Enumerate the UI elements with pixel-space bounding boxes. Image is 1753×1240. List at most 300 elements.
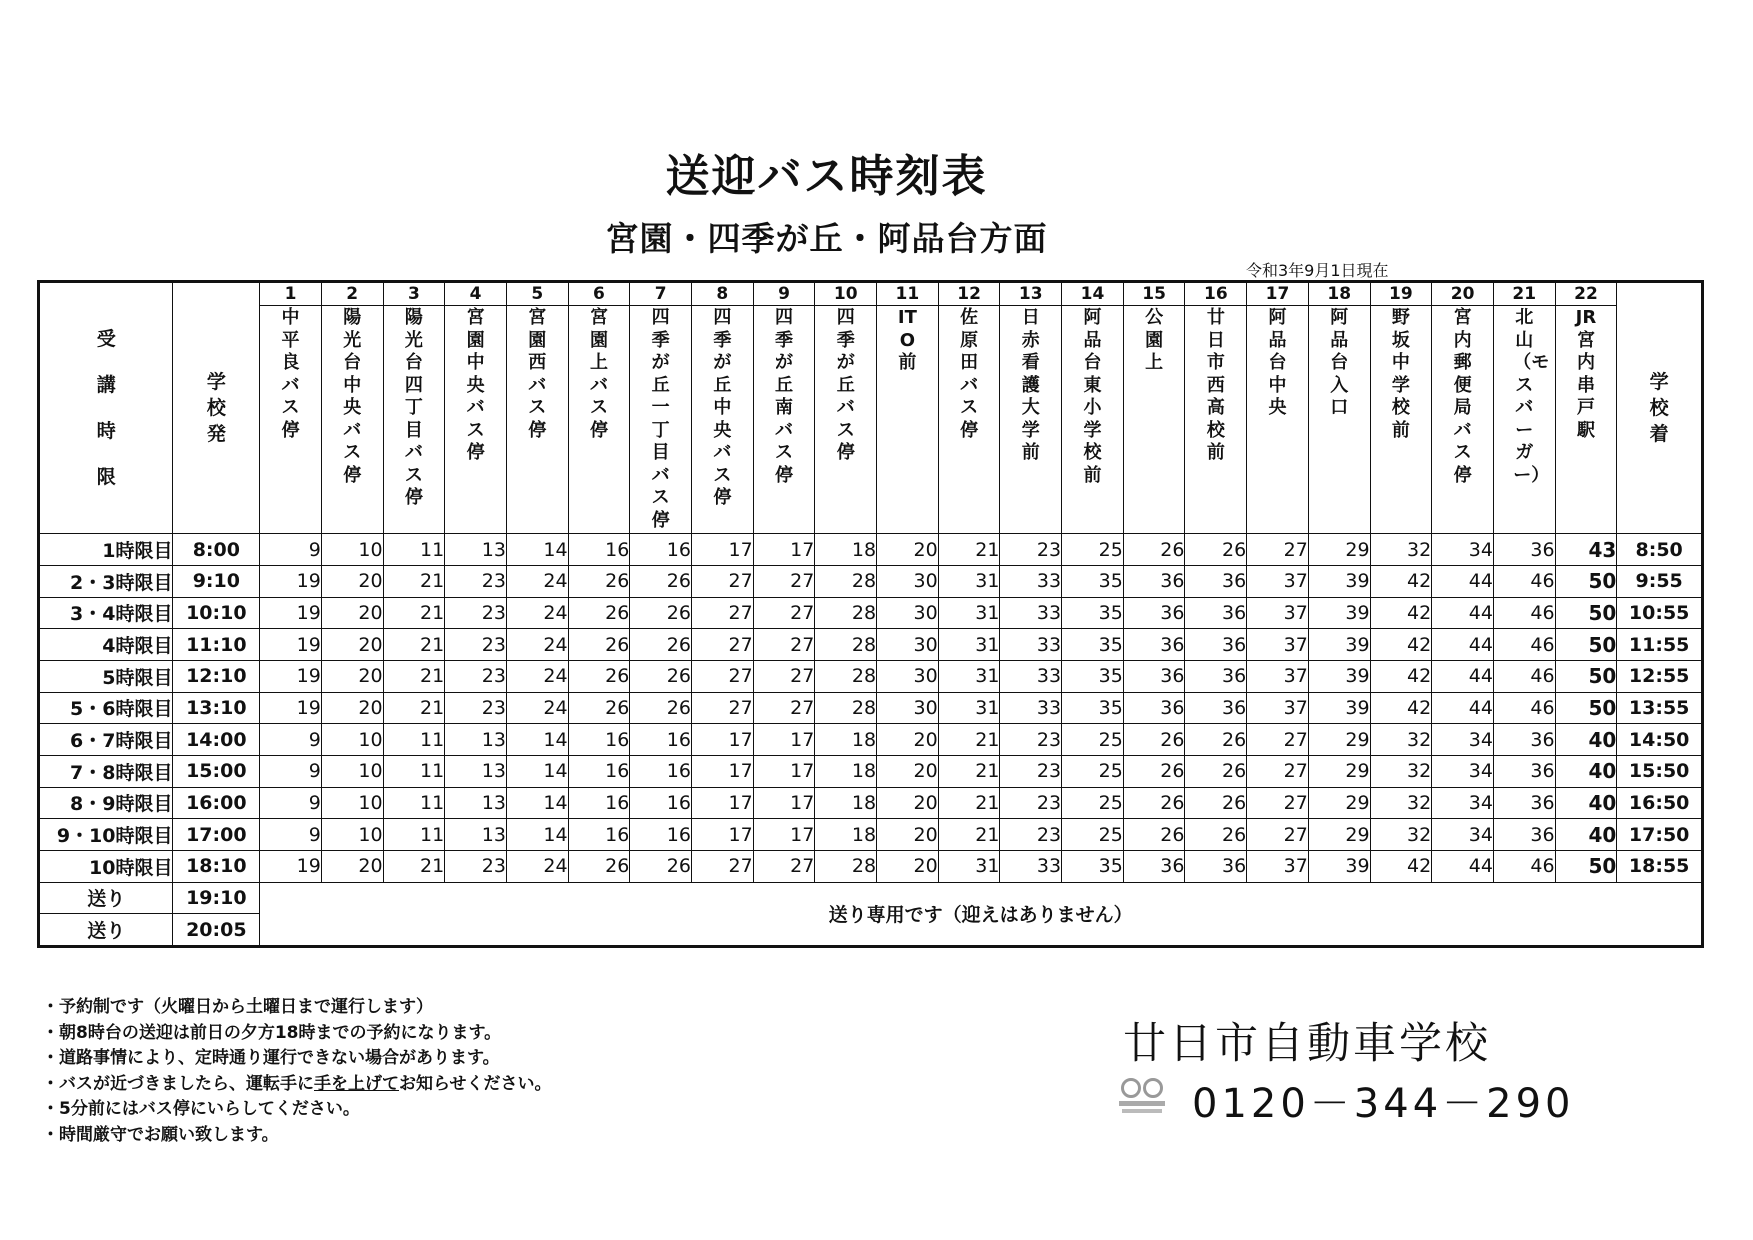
stop-time: 26 [568,565,630,597]
period-cell: 1時限目 [39,534,173,566]
stop-time: 16 [630,755,692,787]
depart-time: 19:10 [173,882,260,914]
arrive-time: 15:50 [1617,755,1703,787]
stop-time: 21 [938,534,1000,566]
period-header: 受講時限 [39,282,173,534]
stop-name: 四季が丘バス停 [836,307,855,463]
stop-header [383,282,445,534]
stop-time: 9 [260,819,322,851]
stop-time: 36 [1123,565,1185,597]
stop-name: 公園上 [1145,307,1164,373]
stop-time: 44 [1432,660,1494,692]
stop-time: 11 [383,534,445,566]
stop-time: 11 [383,787,445,819]
stop-time: 26 [1185,724,1247,756]
stop-time: 17 [753,724,815,756]
period-cell: 10時限目 [39,850,173,882]
stop-number: 3 [384,283,445,306]
stop-time: 20 [321,629,383,661]
stop-time: 19 [260,660,322,692]
stop-time: 36 [1185,660,1247,692]
period-cell: 6・7時限目 [39,724,173,756]
stop-time: 36 [1493,787,1555,819]
stop-header [1555,282,1617,534]
stop-time: 21 [938,787,1000,819]
stop-number: 6 [569,283,630,306]
stop-time: 44 [1432,692,1494,724]
stop-time: 27 [1247,819,1309,851]
stop-time: 20 [321,692,383,724]
stop-time: 46 [1493,597,1555,629]
stop-time: 13 [445,787,507,819]
stop-time: 34 [1432,534,1494,566]
stop-time: 35 [1062,850,1124,882]
stop-time: 21 [938,819,1000,851]
stop-number: 4 [445,283,506,306]
stop-time: 16 [630,534,692,566]
stop-time: 27 [691,850,753,882]
arrive-time: 16:50 [1617,787,1703,819]
stop-time: 35 [1062,629,1124,661]
stop-time: 36 [1123,850,1185,882]
stop-time: 30 [877,597,939,629]
stop-time: 27 [753,692,815,724]
stop-time: 21 [938,724,1000,756]
stop-time: 21 [383,660,445,692]
stop-time: 14 [506,755,568,787]
period-cell: 2・3時限目 [39,565,173,597]
stop-time: 36 [1185,597,1247,629]
stop-time: 33 [1000,692,1062,724]
stop-time: 37 [1247,660,1309,692]
stop-time: 31 [938,597,1000,629]
stop-header [445,282,507,534]
stop-number: 21 [1494,283,1555,306]
stop-time: 9 [260,534,322,566]
stop-time: 25 [1062,755,1124,787]
stop-time: 39 [1308,692,1370,724]
stop-time: 37 [1247,597,1309,629]
stop-time: 33 [1000,565,1062,597]
stop-time: 10 [321,724,383,756]
stop-time: 39 [1308,660,1370,692]
stop-time: 9 [260,755,322,787]
stop-time: 18 [815,755,877,787]
stop-time: 50 [1555,660,1617,692]
stop-time: 20 [877,724,939,756]
stop-time: 16 [568,534,630,566]
stop-header [260,282,322,534]
stop-time: 46 [1493,692,1555,724]
stop-time: 23 [445,597,507,629]
period-cell: 7・8時限目 [39,755,173,787]
stop-time: 14 [506,534,568,566]
depart-time: 15:00 [173,755,260,787]
stop-time: 40 [1555,787,1617,819]
stop-time: 24 [506,692,568,724]
stop-header [1432,282,1494,534]
stop-time: 23 [445,565,507,597]
stop-time: 36 [1493,534,1555,566]
stop-time: 36 [1185,629,1247,661]
stop-time: 10 [321,755,383,787]
stop-name: 陽光台中央バス停 [343,307,362,486]
stop-time: 28 [815,565,877,597]
stop-time: 26 [1123,819,1185,851]
stop-time: 42 [1370,629,1432,661]
stop-header [506,282,568,534]
stop-number: 22 [1556,283,1617,306]
stop-number: 16 [1185,283,1246,306]
depart-time: 11:10 [173,629,260,661]
stop-time: 27 [691,692,753,724]
stop-time: 11 [383,724,445,756]
stop-time: 46 [1493,850,1555,882]
stop-time: 20 [321,850,383,882]
stop-time: 20 [321,565,383,597]
stop-time: 16 [568,819,630,851]
stop-time: 50 [1555,692,1617,724]
table-row [39,850,1703,882]
stop-time: 46 [1493,660,1555,692]
stop-time: 26 [630,692,692,724]
stop-time: 20 [877,787,939,819]
stop-time: 23 [445,692,507,724]
stop-time: 14 [506,724,568,756]
stop-name: 宮園中央バス停 [466,307,485,463]
stop-time: 39 [1308,565,1370,597]
stop-time: 14 [506,819,568,851]
stop-time: 31 [938,629,1000,661]
stop-number: 5 [507,283,568,306]
stop-time: 35 [1062,565,1124,597]
stop-time: 50 [1555,565,1617,597]
stop-time: 16 [568,755,630,787]
stop-number: 8 [692,283,753,306]
stop-time: 16 [568,787,630,819]
stop-time: 23 [1000,787,1062,819]
arrive-time: 14:50 [1617,724,1703,756]
stop-time: 26 [568,597,630,629]
stop-time: 36 [1493,724,1555,756]
table-row [39,534,1703,566]
stop-header [1493,282,1555,534]
stop-time: 44 [1432,629,1494,661]
school-name: 廿日市自動車学校 [1123,1019,1491,1069]
stop-time: 23 [1000,534,1062,566]
stop-time: 18 [815,787,877,819]
period-cell: 9・10時限目 [39,819,173,851]
stop-time: 23 [1000,755,1062,787]
stop-name: 阿品台東小学校前 [1083,307,1102,486]
stop-time: 14 [506,787,568,819]
stop-time: 23 [445,629,507,661]
note-item: ・予約制です（火曜日から土曜日まで運行します） [42,997,433,1017]
note-item: ・バスが近づきましたら、運転手に手を上げてお知らせください。 [42,1073,552,1094]
stop-time: 16 [568,724,630,756]
timetable [37,280,1704,948]
stop-time: 27 [753,629,815,661]
stop-time: 27 [691,565,753,597]
stop-header [1000,282,1062,534]
stop-time: 25 [1062,819,1124,851]
stop-time: 27 [753,660,815,692]
arrive-time: 18:55 [1617,850,1703,882]
stop-time: 36 [1493,755,1555,787]
stop-time: 40 [1555,724,1617,756]
stop-time: 40 [1555,819,1617,851]
stop-name: 四季が丘中央バス停 [713,307,732,508]
stop-time: 23 [1000,819,1062,851]
depart-time: 10:10 [173,597,260,629]
depart-time: 8:00 [173,534,260,566]
stop-time: 42 [1370,597,1432,629]
stop-time: 26 [1185,755,1247,787]
stop-time: 36 [1123,660,1185,692]
stop-time: 13 [445,819,507,851]
stop-time: 36 [1185,692,1247,724]
arrive-time: 8:50 [1617,534,1703,566]
stop-time: 43 [1555,534,1617,566]
table-row [39,565,1703,597]
stop-time: 34 [1432,787,1494,819]
table-row [39,692,1703,724]
stop-name: 阿品台入口 [1330,307,1349,418]
stop-header [630,282,692,534]
stop-time: 10 [321,787,383,819]
table-row [39,755,1703,787]
table-row [39,724,1703,756]
stop-time: 42 [1370,565,1432,597]
stop-time: 25 [1062,534,1124,566]
stop-time: 11 [383,819,445,851]
note-item: ・道路事情により、定時通り運行できない場合があります。 [42,1048,500,1068]
stop-time: 13 [445,534,507,566]
stop-time: 28 [815,692,877,724]
table-row [39,819,1703,851]
stop-time: 10 [321,819,383,851]
stop-time: 25 [1062,787,1124,819]
stop-time: 27 [1247,534,1309,566]
arrive-time: 11:55 [1617,629,1703,661]
stop-number: 18 [1309,283,1370,306]
stop-time: 26 [1123,787,1185,819]
table-row [39,597,1703,629]
stop-time: 31 [938,660,1000,692]
stop-time: 23 [445,850,507,882]
stop-time: 26 [630,629,692,661]
stop-time: 29 [1308,755,1370,787]
stop-name: 佐原田バス停 [960,307,979,441]
stop-time: 35 [1062,597,1124,629]
stop-time: 26 [630,850,692,882]
stop-time: 31 [938,565,1000,597]
stop-time: 29 [1308,534,1370,566]
stop-time: 32 [1370,755,1432,787]
stop-time: 17 [691,787,753,819]
stop-time: 50 [1555,597,1617,629]
stop-time: 33 [1000,629,1062,661]
stop-time: 17 [691,534,753,566]
stop-number: 12 [939,283,1000,306]
stop-time: 19 [260,597,322,629]
stop-time: 24 [506,660,568,692]
stop-time: 36 [1123,597,1185,629]
arrive-time: 10:55 [1617,597,1703,629]
stop-time: 26 [1123,755,1185,787]
stop-name: 阿品台中央 [1268,307,1287,418]
stop-time: 11 [383,755,445,787]
stop-time: 26 [1185,819,1247,851]
stop-time: 31 [938,850,1000,882]
stop-name: 宮内郵便局バス停 [1453,307,1472,486]
stop-time: 42 [1370,660,1432,692]
stop-time: 13 [445,755,507,787]
stop-name: 宮園西バス停 [528,307,547,441]
stop-time: 27 [1247,787,1309,819]
stop-time: 37 [1247,850,1309,882]
stop-time: 16 [630,724,692,756]
stop-time: 36 [1123,692,1185,724]
stop-time: 21 [383,629,445,661]
stop-time: 35 [1062,692,1124,724]
note-underline: 手を上げて [314,1073,399,1094]
stop-name: 宮園上バス停 [589,307,608,441]
stop-number: 10 [815,283,876,306]
arrive-header: 学校着 [1617,282,1703,534]
stop-header [938,282,1000,534]
stop-time: 21 [383,597,445,629]
stop-time: 25 [1062,724,1124,756]
stop-time: 9 [260,787,322,819]
stop-time: 26 [1123,724,1185,756]
period-cell: 送り [39,914,173,947]
note-item: ・5分前にはバス停にいらしてください。 [42,1099,360,1119]
stop-header [753,282,815,534]
stop-number: 1 [260,283,321,306]
stop-time: 44 [1432,850,1494,882]
stop-time: 21 [938,755,1000,787]
stop-header [568,282,630,534]
depart-time: 13:10 [173,692,260,724]
stop-time: 39 [1308,629,1370,661]
stop-time: 44 [1432,597,1494,629]
stop-number: 11 [877,283,938,306]
stop-number: 19 [1371,283,1432,306]
stop-header [691,282,753,534]
stop-time: 40 [1555,755,1617,787]
stop-name: 四季が丘南バス停 [775,307,794,486]
stop-time: 26 [1123,534,1185,566]
note-item: ・朝8時台の送迎は前日の夕方18時までの予約になります。 [42,1022,502,1043]
stop-number: 9 [754,283,815,306]
stop-time: 10 [321,534,383,566]
stop-time: 29 [1308,819,1370,851]
stop-time: 29 [1308,724,1370,756]
period-cell: 8・9時限目 [39,787,173,819]
stop-number: 7 [630,283,691,306]
stop-time: 35 [1062,660,1124,692]
stop-time: 34 [1432,819,1494,851]
stop-header [321,282,383,534]
as-of-date: 令和3年9月1日現在 [1246,261,1389,280]
stop-time: 39 [1308,597,1370,629]
stop-time: 17 [753,755,815,787]
stop-time: 36 [1185,565,1247,597]
stop-name: 日赤看護大学前 [1021,307,1040,463]
stop-time: 21 [383,692,445,724]
stop-name: JR宮内串戸駅 [1575,307,1597,441]
phone-number: 0120－344－290 [1192,1080,1575,1127]
stop-time: 39 [1308,850,1370,882]
stop-time: 27 [1247,724,1309,756]
arrive-time: 9:55 [1617,565,1703,597]
stop-time: 26 [568,629,630,661]
stop-header [1123,282,1185,534]
stop-time: 31 [938,692,1000,724]
stop-header [815,282,877,534]
page-title: 送迎バス時刻表 [665,151,988,202]
stop-time: 24 [506,629,568,661]
period-cell: 3・4時限目 [39,597,173,629]
stop-time: 23 [1000,724,1062,756]
stop-time: 24 [506,565,568,597]
stop-time: 21 [383,850,445,882]
stop-name: ITO前 [897,307,917,373]
stop-time: 20 [321,660,383,692]
stop-time: 16 [630,819,692,851]
stop-time: 44 [1432,565,1494,597]
stop-time: 33 [1000,597,1062,629]
stop-time: 28 [815,597,877,629]
depart-time: 12:10 [173,660,260,692]
stop-number: 2 [322,283,383,306]
stop-time: 50 [1555,850,1617,882]
period-cell: 送り [39,882,173,914]
notes [42,995,552,1148]
stop-time: 17 [753,534,815,566]
stop-time: 50 [1555,629,1617,661]
stop-time: 30 [877,565,939,597]
stop-name: 陽光台四丁目バス停 [404,307,423,508]
stop-time: 27 [753,597,815,629]
stop-name: 北山（モスバーガー） [1513,307,1550,486]
stop-time: 37 [1247,565,1309,597]
depart-time: 9:10 [173,565,260,597]
stop-number: 20 [1432,283,1493,306]
period-cell: 4時限目 [39,629,173,661]
stop-time: 27 [1247,755,1309,787]
stop-name: 廿日市西高校前 [1206,307,1225,463]
stop-time: 9 [260,724,322,756]
stop-header [1308,282,1370,534]
stop-header [1247,282,1309,534]
stop-time: 20 [321,597,383,629]
stop-time: 36 [1493,819,1555,851]
stop-time: 27 [753,565,815,597]
stop-name: 野坂中学校前 [1391,307,1410,441]
stop-time: 32 [1370,819,1432,851]
stop-time: 34 [1432,724,1494,756]
stop-time: 26 [1185,787,1247,819]
stop-time: 24 [506,597,568,629]
stop-number: 13 [1000,283,1061,306]
stop-time: 36 [1185,850,1247,882]
stop-time: 19 [260,565,322,597]
depart-header: 学校発 [173,282,260,534]
stop-time: 26 [568,660,630,692]
stop-time: 20 [877,534,939,566]
